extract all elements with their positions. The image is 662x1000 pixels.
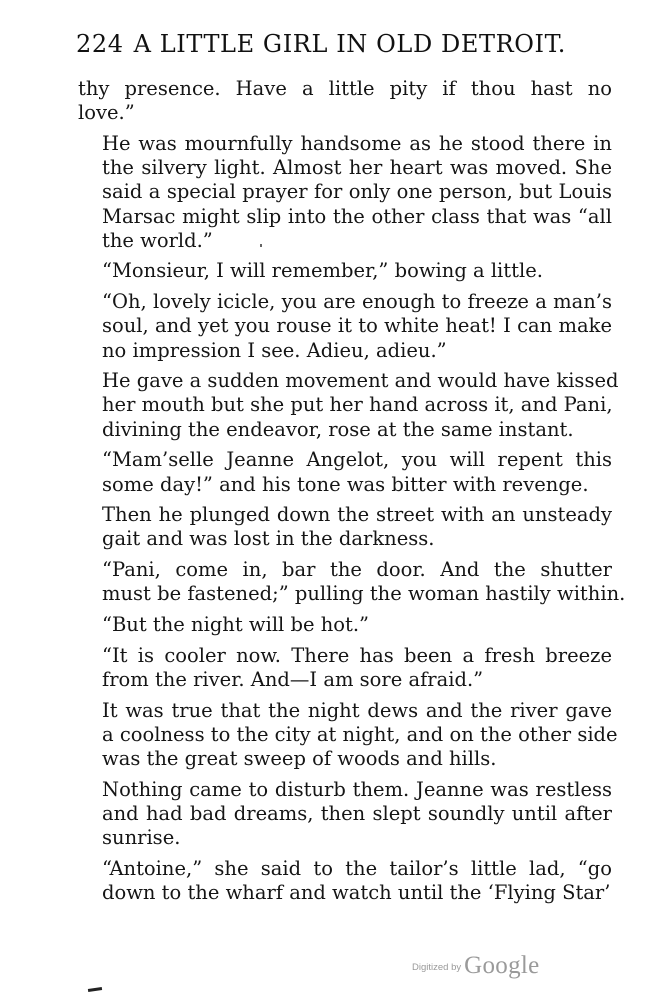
text-line: soul, and yet you rouse it to white heat! I can make [102, 314, 612, 338]
paragraph [78, 132, 612, 253]
paragraph [78, 77, 612, 125]
text-line: and had bad dreams, then slept soundly until after [102, 801, 612, 825]
text-line: some day!” and his tone was bitter with revenge. [102, 472, 589, 496]
ink-speck [260, 244, 262, 247]
paragraph [78, 290, 612, 363]
text-line: the silvery light. Almost her heart was moved. She [102, 156, 612, 180]
text-line: divining the endeavor, rose at the same instant. [102, 417, 574, 441]
paragraph [78, 698, 618, 772]
page-number: 224 [76, 30, 124, 58]
paragraph [78, 778, 612, 851]
text-line: “Antoine,” she said to the tailor’s little lad, “go [102, 856, 612, 880]
text-line: “Mam’selle Jeanne Angelot, you will repent this [102, 448, 612, 472]
running-title: A LITTLE GIRL IN OLD DETROIT. [133, 30, 566, 58]
text-line: down to the wharf and watch until the ‘Flying Star’ [102, 881, 611, 905]
paragraph [78, 613, 612, 637]
text-line: “But the night will be hot.” [102, 613, 370, 637]
text-line: “Pani, come in, bar the door. And the shutter [102, 558, 612, 582]
text-line: must be fastened;” pulling the woman hastily within. [102, 582, 626, 606]
text-line: He was mournfully handsome as he stood there in [102, 131, 612, 155]
text-line: It was true that the night dews and the river gave [102, 698, 612, 722]
watermark-prefix: Digitized by [412, 962, 462, 973]
paragraph [78, 448, 612, 496]
text-line: thy presence. Have a little pity if thou hast no [78, 77, 612, 100]
paragraph [78, 644, 612, 692]
text-line: Nothing came to disturb them. Jeanne was restless [102, 777, 612, 801]
text-line: love.” [78, 101, 135, 125]
paragraph [78, 369, 619, 442]
text-line: “It is cooler now. There has been a fresh breeze [102, 643, 612, 667]
text-line: “Monsieur, I will remember,” bowing a little. [102, 259, 543, 283]
watermark-brand: Google [464, 952, 540, 979]
text-line: said a special prayer for only one person, but Louis [102, 180, 612, 204]
text-line: from the river. And—I am sore afraid.” [102, 667, 484, 691]
body-text [78, 77, 626, 912]
digitization-watermark [412, 952, 540, 980]
text-line: no impression I see. Adieu, adieu.” [102, 338, 447, 362]
text-line: gait and was lost in the darkness. [102, 527, 435, 551]
text-line: “Oh, lovely icicle, you are enough to freeze a man’s [102, 290, 612, 314]
paragraph [78, 503, 612, 551]
text-line: He gave a sudden movement and would have kissed [102, 369, 619, 393]
running-header [76, 30, 616, 64]
paragraph [78, 259, 612, 283]
text-line: the world.” [102, 228, 213, 252]
text-line: her mouth but she put her hand across it, and Pani, [102, 393, 613, 417]
text-line: a coolness to the city at night, and on the other side [102, 722, 618, 746]
text-line: was the great sweep of woods and hills. [102, 747, 497, 771]
paragraph [78, 558, 626, 606]
paragraph [78, 857, 612, 905]
text-line: Marsac might slip into the other class that was “all [102, 204, 612, 228]
margin-mark [88, 987, 102, 992]
text-line: Then he plunged down the street with an unsteady [102, 503, 612, 527]
text-line: sunrise. [102, 826, 181, 850]
